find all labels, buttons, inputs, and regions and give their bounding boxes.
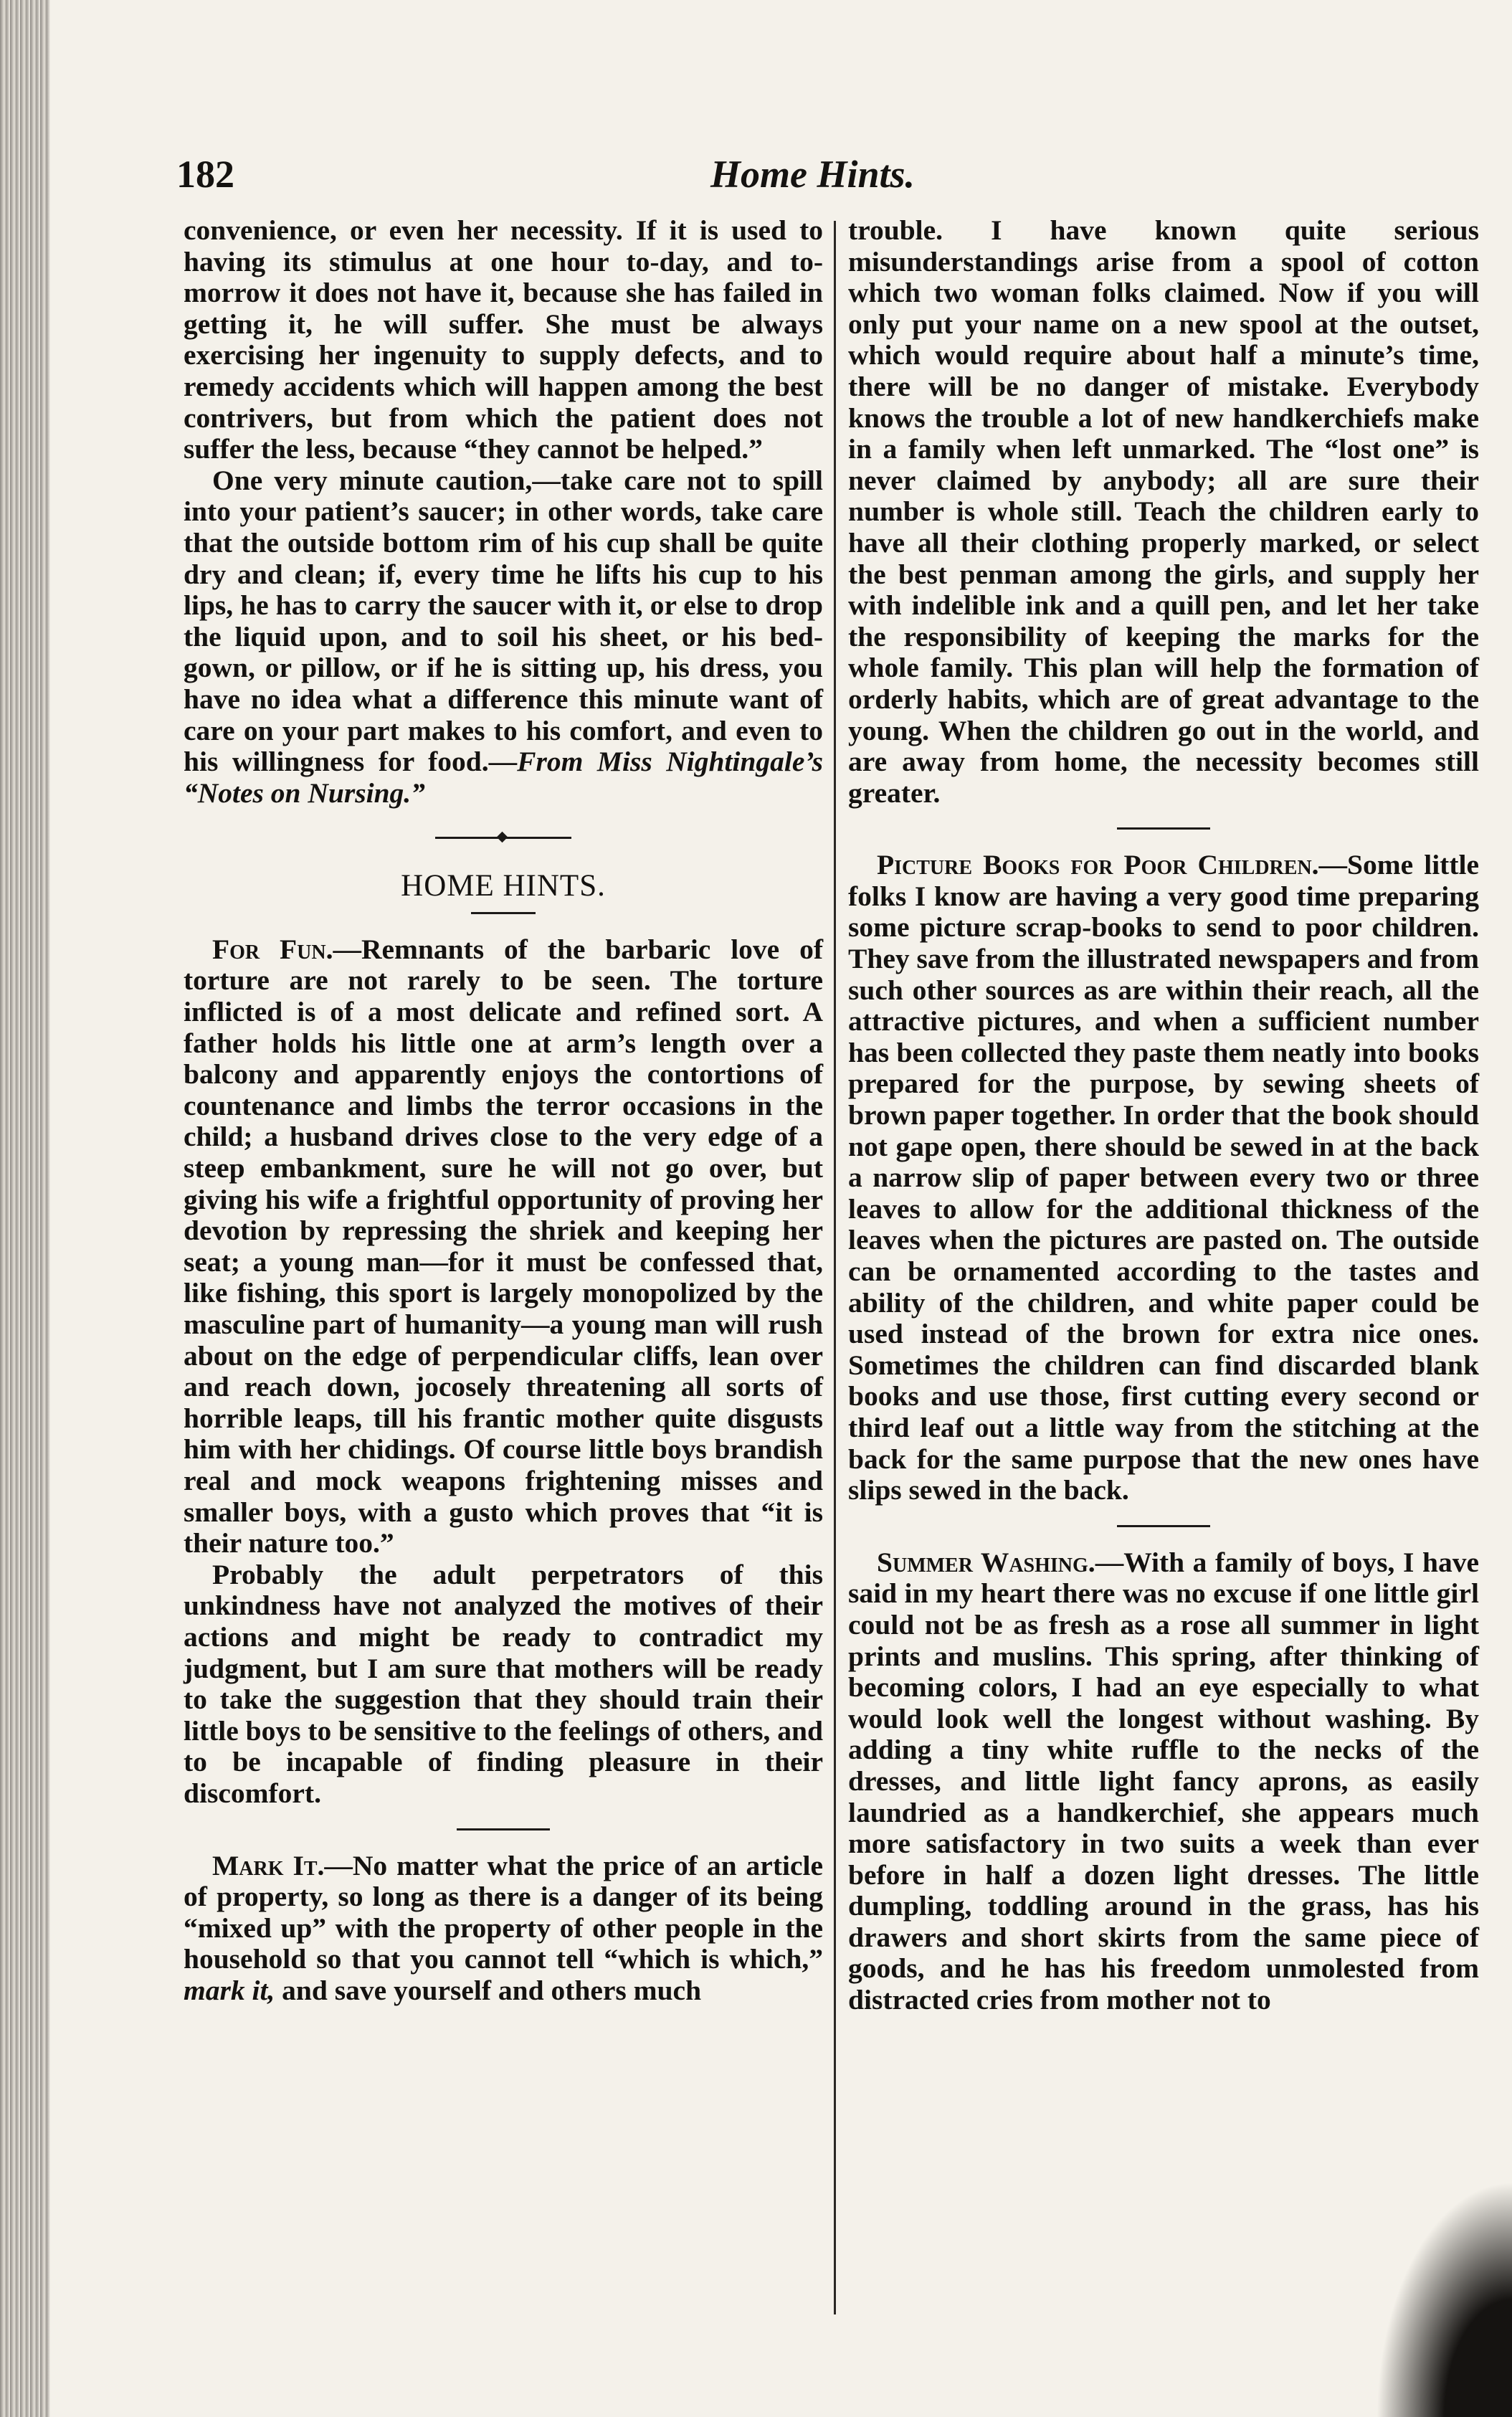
- paragraph-mark-it-continued: trouble. I have known quite serious misunderstandings arise from a spool of cotton which two woman folks claimed. Now if you will only put your name on a new spool at the outset, which would require about half a minute’s time, there will be no danger of mistake. Everybody knows the trouble a lot of new handkerchiefs make in a family when left unmarked. The “lost one” is never claimed by anybody; all are sure their number is whole still. Teach the children early to have all their clothing properly marked, or select the best penman among the girls, and supply her with indelible ink and a quill pen, and let her take the responsibility of keeping the marks for the whole family. This plan will help the formation of orderly habits, which are of great advantage to the young. When the children go out in the world, and are away from home, the necessity becomes still greater.: [848, 214, 1479, 809]
- running-title: Home Hints.: [710, 153, 916, 196]
- left-column: [184, 215, 823, 2006]
- paragraph-for-fun: [184, 934, 823, 1559]
- page-curl: [1376, 2180, 1512, 2417]
- picture-books-text: —Some little folks I know are having a very good time preparing some picture scrap-books to send to poor children. They save from the illustrated newspapers and from such other sources as are within their reach, all the attractive pictures, and when a sufficient number has been collected they paste them neatly into books prepared for the purpose, by sewing sheets of brown paper together. In order that the book should not gape open, there should be sewed in at the back a narrow slip of paper between every two or three leaves to allow for the additional thickness of the leaves when the pictures are pasted on. The outside can be ornamented according to the tastes and ability of the children, and white paper could be used instead of the brown for extra nice ones. Sometimes the children can find discarded blank books and use those, first cutting every second or third leaf out a little way from the stitching at the back for the same purpose that the new ones have slips sewed in the back.: [848, 849, 1479, 1506]
- for-fun-heading: For Fun.: [212, 933, 333, 965]
- column-divider: [834, 221, 836, 2314]
- summer-washing-text: —With a family of boys, I have said in my heart there was no excuse if one little girl could not be as fresh as a rose all summer in light prints and muslins. This spring, after thinking of becoming colors, I had an eye especially to what would look well the longest without washing. By adding a tiny white ruffle to the necks of the dresses, and little light fancy aprons, as easily laundried as a handkerchief, she appears much more satisfactory in two suits a week than ever before in half a dozen light dresses. The little dumpling, toddling around in the grass, has his drawers and short skirts from the same piece of goods, and he has his freedom unmolested from distracted cries from mother not to: [848, 1546, 1479, 2016]
- nightingale-source: From Miss Nightingale’s “Notes on Nursing.”: [184, 746, 823, 809]
- paragraph-adult-perpetrators: Probably the adult perpetrators of this unkindness have not analyzed the motives of their actions and might be ready to contradict my judgment, but I am sure that mothers will be ready to take the suggestion that they should train their little boys to be sensitive to the feelings of others, and to be incapable of finding pleasure in their discomfort.: [184, 1558, 823, 1809]
- paragraph-saucer-caution: [184, 465, 823, 809]
- for-fun-text: —Remnants of the barbaric love of torture are not rarely to be seen. The torture inflicted is of a most delicate and refined sort. A father holds his little one at arm’s length over a balcony and apparently enjoys the contortions of countenance and limbs the terror occasions in the child; a husband drives close to the very edge of a steep embankment, sure he will not go over, but giving his wife a frightful opportunity of proving her devotion by repressing the shriek and keeping her seat; a young man—for it must be confessed that, like fishing, this sport is largely monopolized by the masculine part of humanity—a young man will rush about on the edge of perpendicular cliffs, lean over and reach down, jocosely threatening all sorts of horrible leaps, till his frantic mother quite disgusts him with her chidings. Of course little boys brandish real and mock weapons frightening misses and smaller boys, with a gusto which proves that “it is their nature too.”: [184, 933, 823, 1559]
- diamond-rule: [435, 833, 571, 842]
- right-column: [848, 215, 1479, 2016]
- mark-it-heading: Mark It.: [212, 1849, 325, 1881]
- saucer-caution-text: One very minute caution,—take care not to spill into your patient’s saucer; in other words, take care that the outside bottom rim of his cup shall be quite dry and clean; if, every time he lifts his cup to his lips, he has to carry the saucer with it, or else to drop the liquid upon, and to soil his sheet, or his bed-gown, or pillow, or if he is sitting up, his dress, you have no idea what a difference this minute want of care on your part makes to his comfort, and even to his willingness for food.—: [184, 464, 823, 778]
- separator-rule: [457, 1828, 550, 1830]
- title-rule: [471, 912, 536, 914]
- section-title: HOME HINTS.: [401, 869, 606, 903]
- mark-it-text: —No matter what the price of an article of property, so long as there is a danger of its being “mixed up” with the property of other people in the household so that you cannot tell “which is which,”: [184, 1849, 823, 1975]
- picture-books-heading: Picture Books for Poor Children.: [877, 849, 1319, 881]
- separator-rule: [1117, 827, 1210, 830]
- mark-it-text-end: and save yourself and others much: [275, 1974, 702, 2006]
- page-number: 182: [176, 153, 234, 196]
- paragraph-picture-books: [848, 850, 1479, 1506]
- summer-washing-heading: Summer Washing.: [877, 1546, 1095, 1578]
- separator-rule: [1117, 1525, 1210, 1527]
- mark-it-emphasis: mark it,: [184, 1974, 275, 2006]
- paragraph-nursing-continued: convenience, or even her necessity. If it is used to having its stimulus at one hour to-day, and to-morrow it does not have it, because she has failed in getting it, he will suffer. She must be always exercising her ingenuity to supply defects, and to remedy accidents which will happen among the best contrivers, but from which the patient does not suffer the less, because “they cannot be helped.”: [184, 214, 823, 465]
- page-header: [176, 152, 1424, 202]
- paragraph-mark-it: [184, 1851, 823, 2007]
- scan-edge: [0, 0, 50, 2417]
- paragraph-summer-washing: [848, 1547, 1479, 2016]
